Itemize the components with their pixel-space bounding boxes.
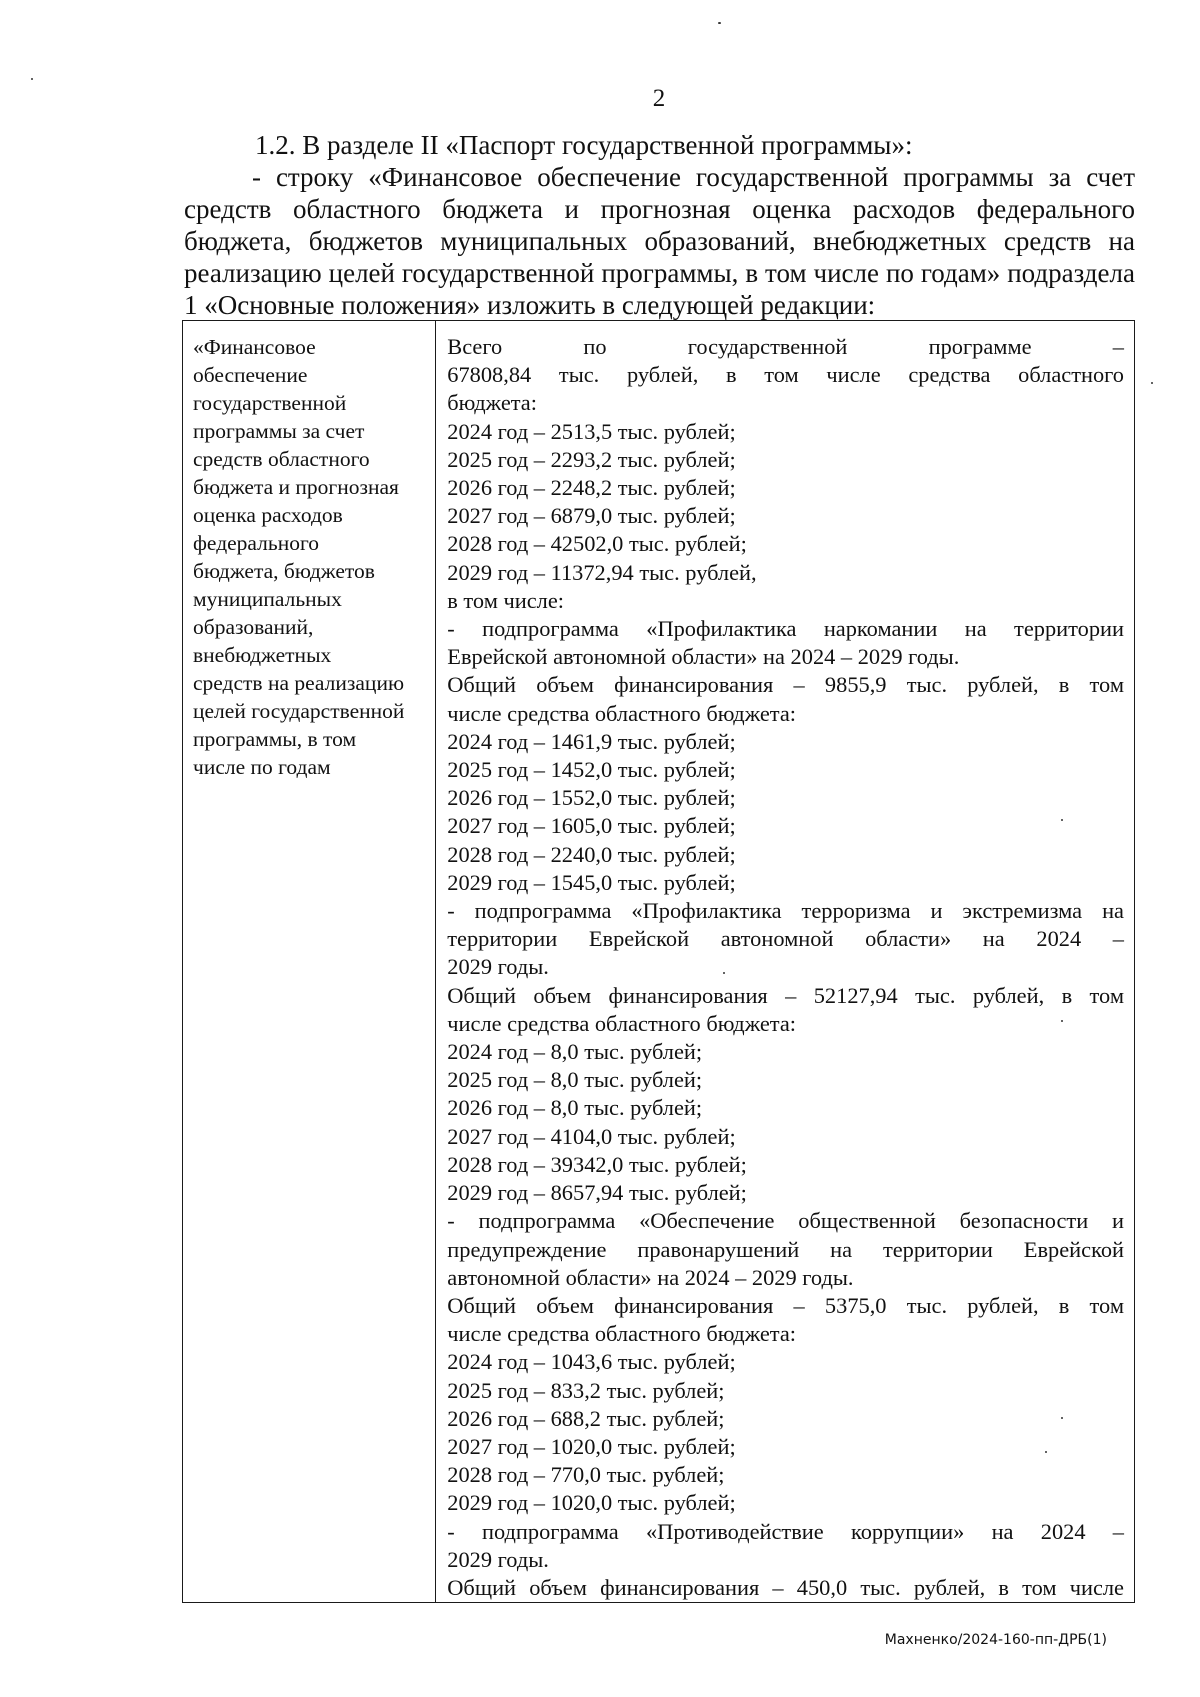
- subprogram-year-line: 2028 год – 2240,0 тыс. рублей;: [447, 841, 736, 867]
- document-code: Махненко/2024-160-пп-ДРБ(1): [884, 1632, 1107, 1648]
- subprogram-year-line: 2027 год – 1020,0 тыс. рублей;: [447, 1433, 736, 1459]
- row-label-line: федерального: [193, 531, 319, 555]
- subprogram-year-line: 2024 год – 1043,6 тыс. рублей;: [447, 1349, 736, 1375]
- subprogram-year-line: 2026 год – 8,0 тыс. рублей;: [447, 1095, 703, 1121]
- subprogram-year-line: 2024 год – 8,0 тыс. рублей;: [447, 1039, 703, 1065]
- subprogram-volume: числе средства областного бюджета:: [447, 700, 797, 726]
- total-year-line: 2026 год – 2248,2 тыс. рублей;: [447, 475, 736, 501]
- row-label-line: бюджета и прогнозная: [193, 475, 399, 499]
- subprogram-year-line: 2028 год – 39342,0 тыс. рублей;: [447, 1151, 747, 1177]
- subprogram-year-line: 2025 год – 1452,0 тыс. рублей;: [447, 757, 736, 783]
- intro-paragraph: - строку «Финансовое обеспечение государственной программы за счет средств областного бюджета и прогнозная оценка расходов федерального бюджета, бюджетов муниципальных образований, внебюджетных средств на реализацию целей государственной программы, в том числе по годам» подраздела 1 «Основные положения» изложить в следующей редакции:: [184, 162, 1135, 320]
- row-label-line: муниципальных: [193, 587, 342, 611]
- subprogram-title: автономной области» на 2024 – 2029 годы.: [447, 1264, 854, 1290]
- scan-speck: [1061, 1020, 1063, 1022]
- row-label-line: обеспечение: [193, 363, 308, 387]
- row-label-cell: [183, 321, 436, 1603]
- row-value-cell: [436, 321, 1135, 1603]
- subprogram-title: - подпрограмма «Профилактика терроризма и экстремизма на: [447, 898, 1124, 924]
- total-year-line: 2027 год – 6879,0 тыс. рублей;: [447, 503, 736, 529]
- row-label-line: программы за счет: [193, 419, 365, 443]
- row-label-line: бюджета, бюджетов: [193, 559, 375, 583]
- total-year-line: 2025 год – 2293,2 тыс. рублей;: [447, 446, 736, 472]
- page-number: 2: [652, 85, 666, 112]
- row-label-line: образований,: [193, 615, 314, 639]
- total-year-line: 2029 год – 11372,94 тыс. рублей,: [447, 559, 757, 585]
- row-label-line: средств областного: [193, 447, 370, 471]
- row-label-line: целей государственной: [193, 699, 405, 723]
- subprogram-year-line: 2029 год – 8657,94 тыс. рублей;: [447, 1180, 747, 1206]
- scan-speck: [1151, 382, 1153, 384]
- total-year-line: 2028 год – 42502,0 тыс. рублей;: [447, 531, 747, 557]
- subprogram-volume: числе средства областного бюджета:: [447, 1321, 797, 1347]
- subprogram-year-line: 2028 год – 770,0 тыс. рублей;: [447, 1462, 725, 1488]
- row-label-line: внебюджетных: [193, 643, 332, 667]
- subprogram-year-line: 2026 год – 688,2 тыс. рублей;: [447, 1405, 725, 1431]
- scan-speck: [31, 78, 33, 80]
- row-label: [183, 321, 435, 781]
- table-row: [183, 321, 1135, 1603]
- subprogram-volume: Общий объем финансирования – 9855,9 тыс. рублей, в том: [447, 672, 1124, 698]
- subprogram-title: 2029 годы.: [447, 1546, 549, 1572]
- subprogram-year-line: 2029 год – 1020,0 тыс. рублей;: [447, 1490, 736, 1516]
- row-label-line: числе по годам: [193, 755, 331, 779]
- subprogram-year-line: 2025 год – 8,0 тыс. рублей;: [447, 1067, 703, 1093]
- subprogram-volume: Общий объем финансирования – 450,0 тыс. рублей, в том числе: [447, 1574, 1124, 1600]
- subprogram-title: территории Еврейской автономной области» на 2024 –: [447, 926, 1124, 952]
- subprogram-year-line: 2026 год – 1552,0 тыс. рублей;: [447, 785, 736, 811]
- scan-speck: [723, 972, 725, 974]
- including-line: в том числе:: [447, 587, 564, 613]
- subprogram-year-line: 2025 год – 833,2 тыс. рублей;: [447, 1377, 725, 1403]
- subprogram-volume: числе средства областного бюджета:: [447, 1010, 797, 1036]
- section-heading: 1.2. В разделе II «Паспорт государственной программы»:: [255, 130, 913, 160]
- row-label-line: оценка расходов: [193, 503, 343, 527]
- scan-speck: [718, 22, 721, 24]
- subprogram-year-line: 2024 год – 1461,9 тыс. рублей;: [447, 728, 736, 754]
- subprogram-year-line: 2027 год – 4104,0 тыс. рублей;: [447, 1123, 736, 1149]
- subprogram-title: - подпрограмма «Обеспечение общественной безопасности и: [447, 1208, 1124, 1234]
- total-line: бюджета:: [447, 390, 537, 416]
- total-line: Всего по государственной программе –: [447, 334, 1124, 359]
- row-label-line: государственной: [193, 391, 347, 415]
- scan-speck: [1045, 1451, 1047, 1453]
- subprogram-year-line: 2027 год – 1605,0 тыс. рублей;: [447, 813, 736, 839]
- total-line: 67808,84 тыс. рублей, в том числе средства областного: [447, 362, 1124, 388]
- subprogram-title: - подпрограмма «Противодействие коррупции» на 2024 –: [447, 1518, 1124, 1544]
- row-value: [436, 321, 1134, 1602]
- scan-speck: [1061, 1417, 1063, 1419]
- row-label-line: средств на реализацию: [193, 671, 405, 695]
- row-label-line: «Финансовое: [193, 335, 316, 359]
- row-label-line: программы, в том: [193, 727, 357, 751]
- subprogram-title: 2029 годы.: [447, 954, 549, 980]
- subprogram-year-line: 2029 год – 1545,0 тыс. рублей;: [447, 869, 736, 895]
- subprogram-title: Еврейской автономной области» на 2024 – 2029 годы.: [447, 644, 960, 670]
- subprogram-title: - подпрограмма «Профилактика наркомании на территории: [447, 616, 1124, 642]
- passport-table: [182, 320, 1135, 1603]
- scan-speck: [1061, 819, 1063, 821]
- total-year-line: 2024 год – 2513,5 тыс. рублей;: [447, 418, 736, 444]
- subprogram-title: предупреждение правонарушений на территории Еврейской: [447, 1236, 1124, 1262]
- subprogram-volume: Общий объем финансирования – 52127,94 тыс. рублей, в том: [447, 982, 1124, 1008]
- subprogram-volume: Общий объем финансирования – 5375,0 тыс. рублей, в том: [447, 1292, 1124, 1318]
